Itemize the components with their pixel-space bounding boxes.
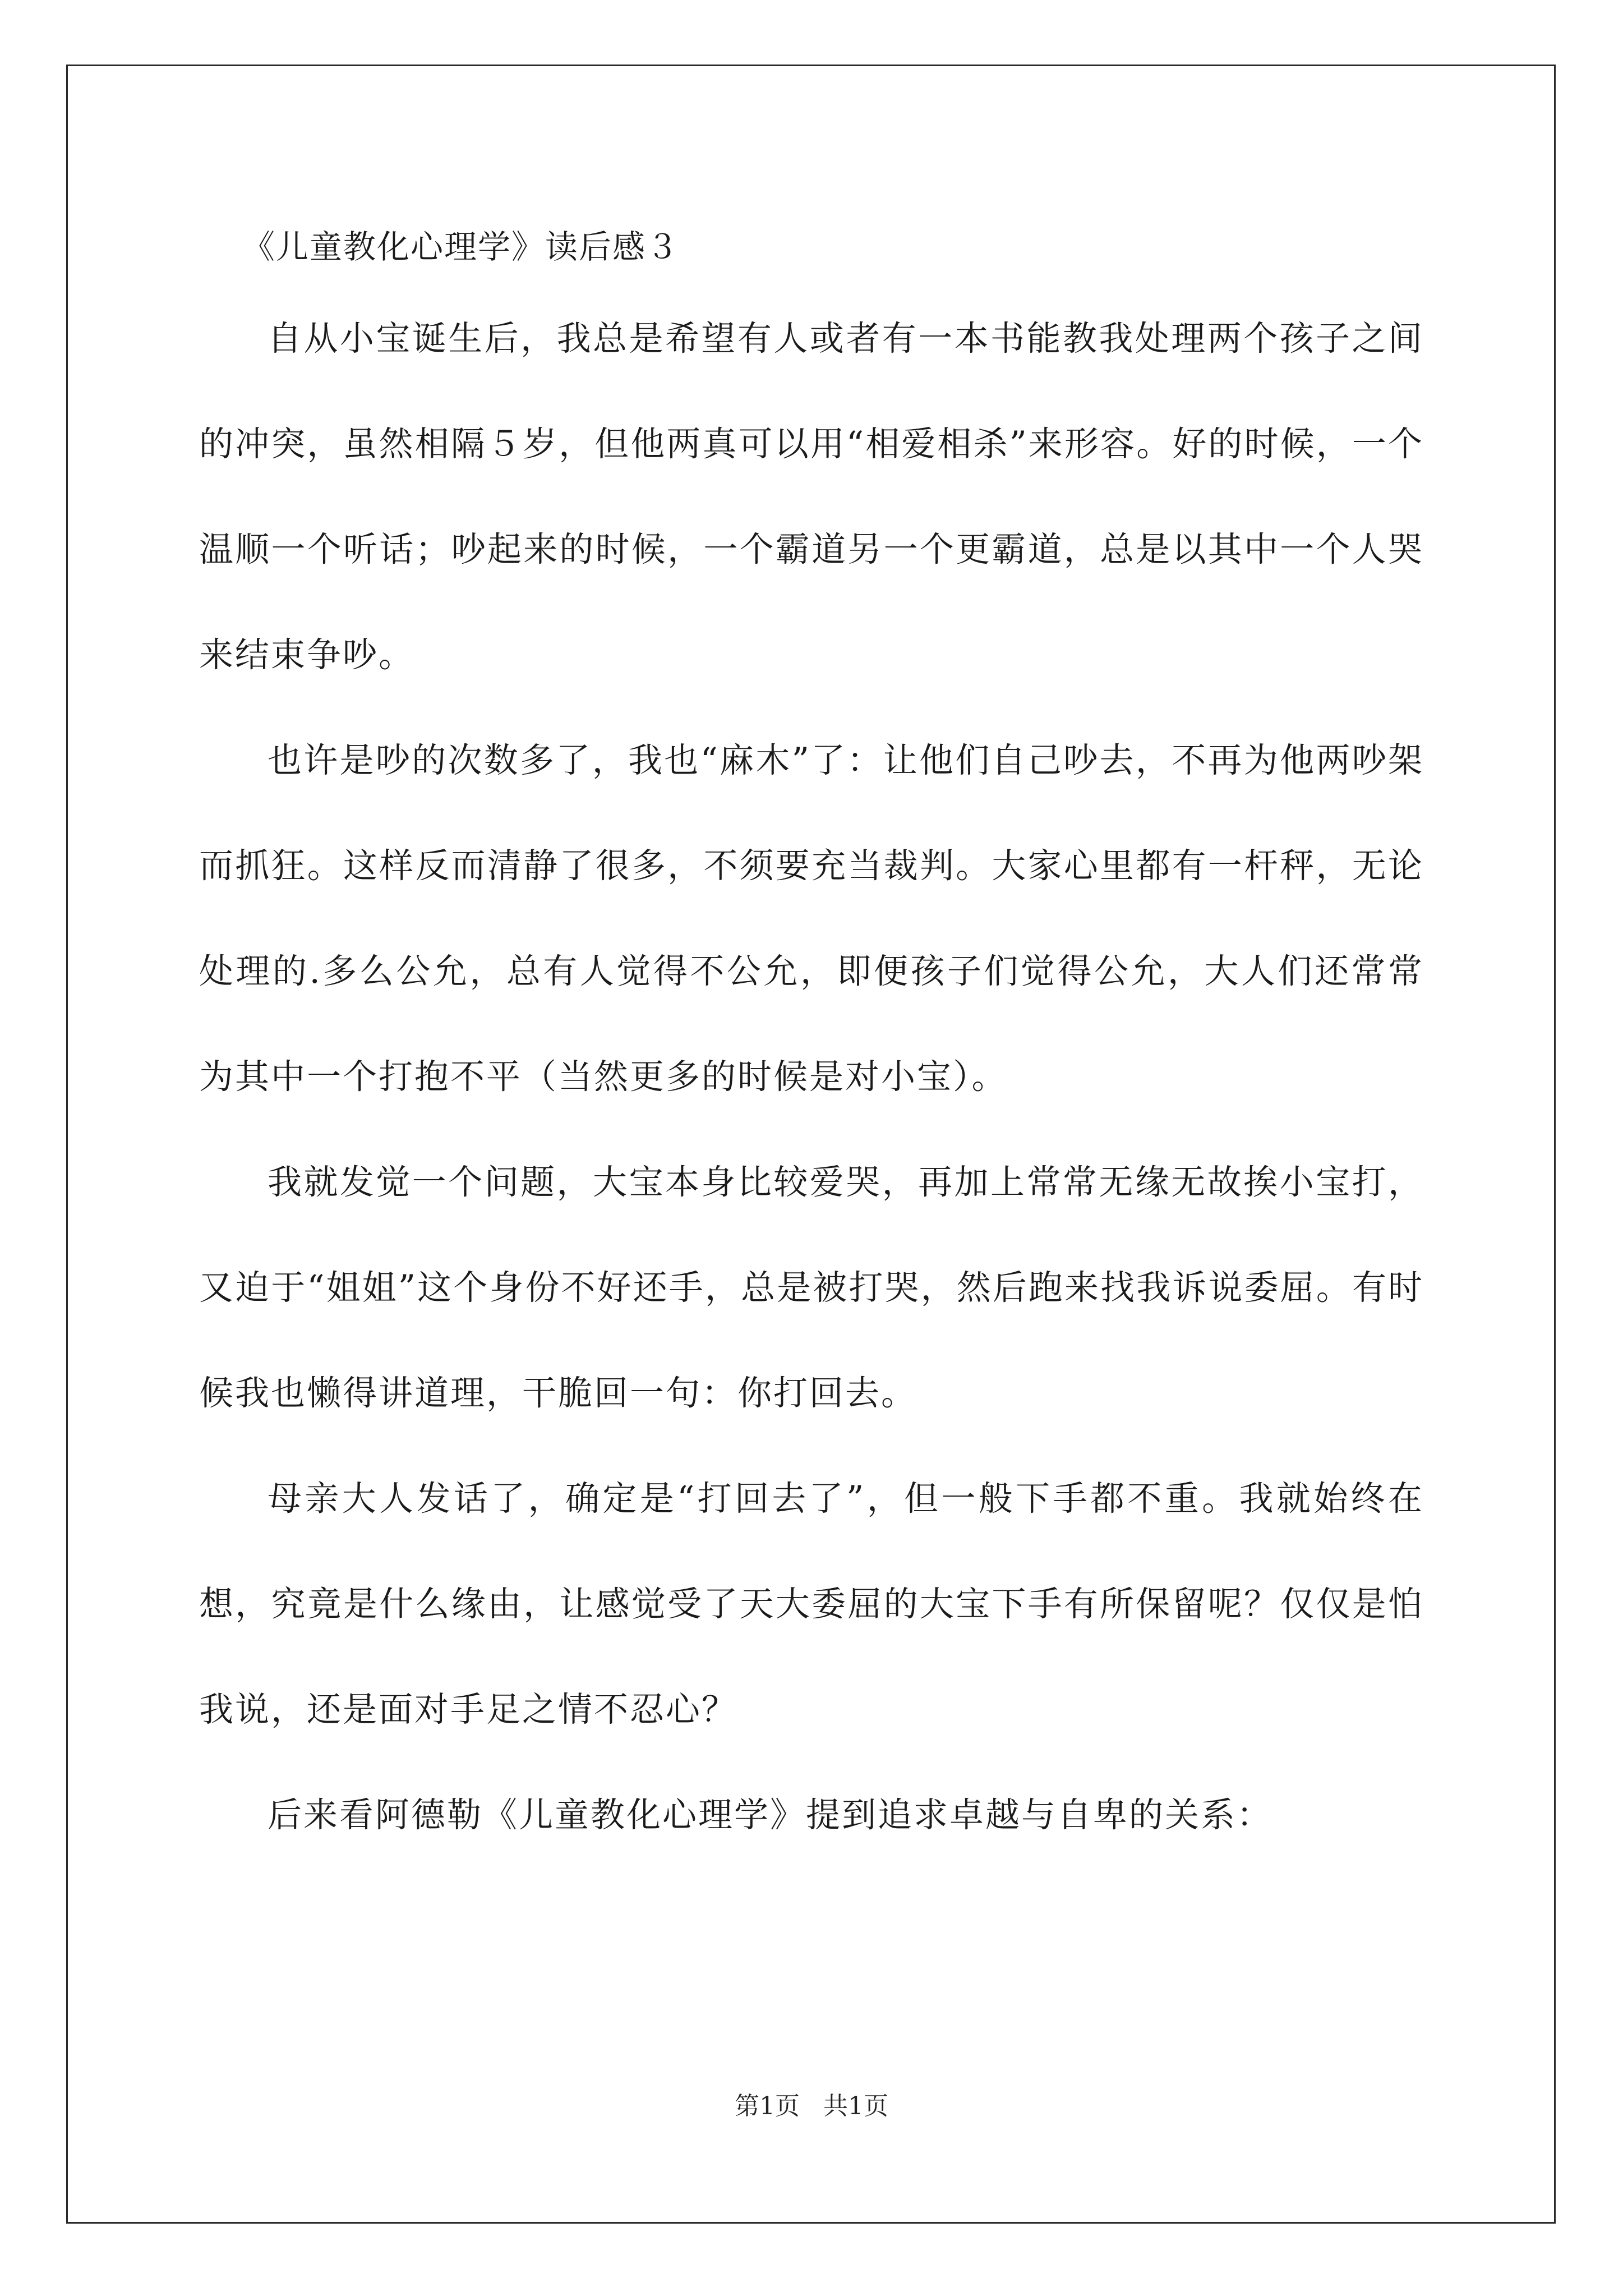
- paragraph: 也许是吵的次数多了，我也“麻木”了：让他们自己吵去，不再为他两吵架而抓狂。这样反而清静了很多，不须要充当裁判。大家心里都有一杆秤，无论处理的.多么公允，总有人觉得不公允，即便孩子们觉得公允，大人们还常常为其中一个打抱不平（当然更多的时候是对小宝）。: [199, 740, 1424, 1097]
- total-pages-label: 共1页: [823, 2092, 888, 2120]
- paragraph: 后来看阿德勒《儿童教化心理学》提到追求卓越与自卑的关系：: [268, 1795, 1273, 1835]
- document-body: [199, 208, 1424, 1868]
- paragraph: 母亲大人发话了，确定是“打回去了”，但一般下手都不重。我就始终在想，究竟是什么缘由，让感觉受了天大委屈的大宝下手有所保留呢？仅仅是怕我说，还是面对手足之情不忍心？: [199, 1479, 1424, 1729]
- current-page-label: 第1页: [735, 2092, 800, 2120]
- paragraph: 我就发觉一个问题，大宝本身比较爱哭，再加上常常无缘无故挨小宝打，又迫于“姐姐”这个身份不好还手，总是被打哭，然后跑来找我诉说委屈。有时候我也懒得讲道理，干脆回一句：你打回去。: [199, 1162, 1424, 1413]
- paragraph: 自从小宝诞生后，我总是希望有人或者有一本书能教我处理两个孩子之间的冲突，虽然相隔５岁，但他两真可以用“相爱相杀”来形容。好的时候，一个温顺一个听话；吵起来的时候，一个霸道另一个更霸道，总是以其中一个人哭来结束争吵。: [199, 319, 1424, 675]
- document-title: 《儿童教化心理学》读后感３: [242, 228, 680, 266]
- page-footer: [0, 2090, 1623, 2123]
